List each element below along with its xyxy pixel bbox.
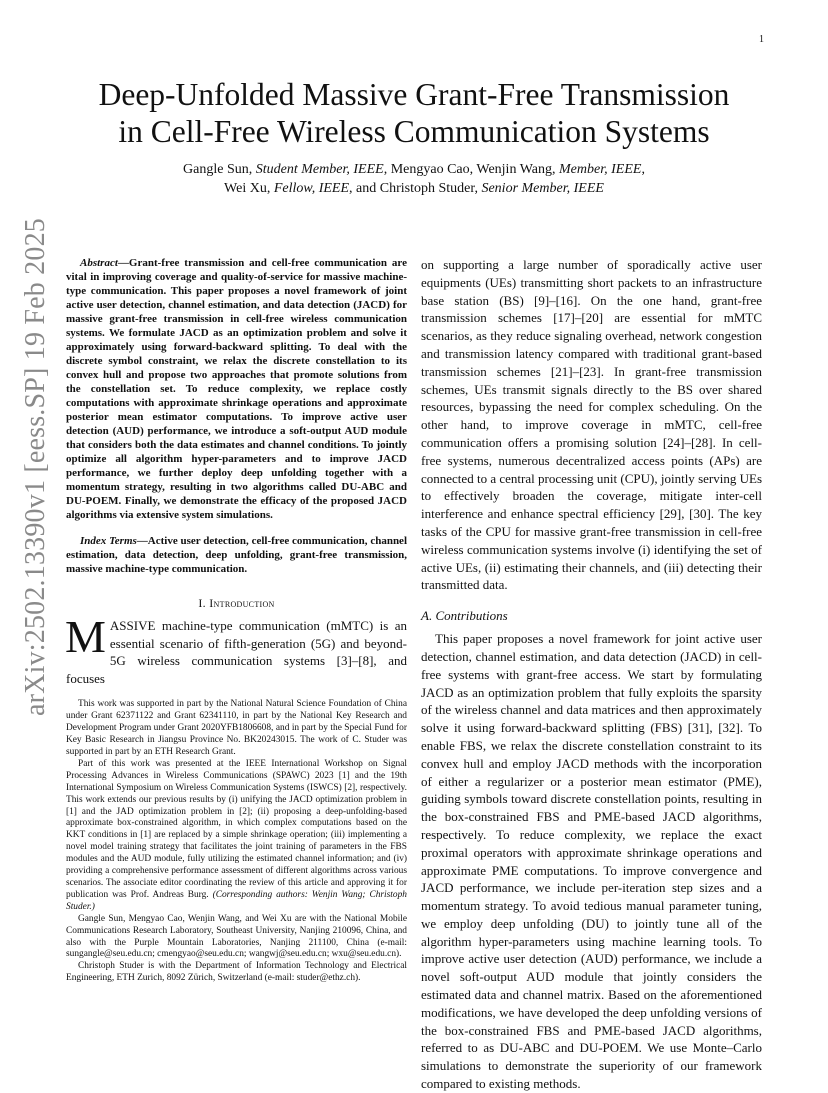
introduction-continued: on supporting a large number of sporadically active user equipments (UEs) transmitting short packets to an infrastructure base station (BS) [9]–[16]. On the one hand, grant-free transmission schemes [17]–[20] are essential for mMTC scenarios, as they reduce signaling overhead, network congestion and transmission latency compared with traditional grant-based transmission schemes [21]–[23]. In grant-free transmission schemes, UEs transmit signals directly to the BS over shared resources, bypassing the need for complex scheduling. On the other hand, to improve coverage in mMTC, cell-free communication offers a promising solution [24]–[28]. In cell-free systems, numerous decentralized access points (APs) are connected to a central processing unit (CPU), jointly serving UEs to effectively broaden the coverage, mitigate inter-cell interference and enhance spectral efficiency [29], [30]. The key tasks of the CPU for massive grant-free transmission in cell-free wireless communication systems involve (i) identifying the set of active UEs, (ii) estimating their channels, and (iii) detecting their transmitted data. xyxy=(421,257,762,593)
author-line-2 xyxy=(60,179,768,198)
footnote-prior-work xyxy=(66,759,407,914)
author-affiliation: Senior Member, IEEE xyxy=(481,181,604,196)
author-affiliation: Fellow, IEEE xyxy=(273,181,350,196)
arxiv-identifier-text: arXiv:2502.13390v1 [eess.SP] 19 Feb 2025 xyxy=(20,218,52,716)
introduction-text: ASSIVE machine-type communication (mMTC) is an essential scenario of fifth-generation (5G) and beyond-5G wireless communication systems [3]–[8], and focuses xyxy=(66,618,407,686)
abstract-text: —Grant-free transmission and cell-free communication are vital in improving coverage and quality-of-service for massive machine-type communication. This paper proposes a novel framework of joint active user detection, channel estimation, and data detection (JACD) for massive grant-free transmission in cell-free wireless communication systems. We formulate JACD as an optimization problem and solve it approximately using forward-backward splitting. To deal with the discrete symbol constraint, we relax the discrete constellation to its convex hull and propose two approaches that promote solutions from the constellation set. To reduce complexity, we replace costly computations with approximate shrinkage operations and approximate posterior mean estimator computations. To improve active user detection (AUD) performance, we introduce a soft-output AUD module that considers both the data estimates and channel conditions. To jointly optimize all algorithm hyper-parameters and to improve JACD performance, we further deploy deep unfolding together with a momentum strategy, resulting in two algorithms called DU-ABC and DU-POEM. Finally, we demonstrate the efficacy of the proposed JACD algorithms via extensive system simulations. xyxy=(66,257,407,521)
title-line-1: Deep-Unfolded Massive Grant-Free Transmission xyxy=(98,77,730,112)
index-terms xyxy=(66,534,407,576)
footnote-prior-work-text: Part of this work was presented at the IEEE International Workshop on Signal Processing Advances in Wireless Communications (SPAWC) 2023 [1] and the 19th International Symposium on Wireless Communication Systems (ISWCS) [2], respectively. This work extends our previous results by (i) unifying the JACD optimization problem in [1] and the JAD optimization problem in [2]; (ii) proposing a deep-unfolding-based approximate box-constrained algorithm, in which complex computations based on the KKT conditions in [1] are replaced by a simple shrinkage operation; (iii) implementing a novel model training strategy that facilitates the joint training of parameters in the FBS modules and the AUD module, fully utilizing the estimated channel information; and (iv) providing a comprehensive performance assessment of different algorithms across various scenarios. The associate editor coordinating the review of this article and approving it for publication was Prof. Andreas Burg. xyxy=(66,758,407,900)
index-terms-text: —Active user detection, cell-free communication, channel estimation, data detection, deep unfolding, grant-free transmission, massive machine-type communication. xyxy=(66,535,407,575)
corresponding-authors: (Corresponding authors: Wenjin Wang; Christoph Studer.) xyxy=(66,889,407,912)
page-number: 1 xyxy=(759,34,764,45)
author-sep: , xyxy=(641,162,645,177)
author-name: , Mengyao Cao, Wenjin Wang, xyxy=(383,162,560,177)
footnote-funding: This work was supported in part by the National Natural Science Foundation of China under Grant 62371122 and Grant 62341110, in part by the National Key Research and Development Program under Grant 2020YFB1806608, and in part by the Special Fund for Key Basic Research in Jiangsu Province No. BK20243015. The work of C. Studer was supported in part by an ETH Research Grant. xyxy=(66,699,407,757)
abstract-label: Abstract xyxy=(80,257,118,269)
author-name: , and Christoph Studer, xyxy=(349,181,482,196)
author-list xyxy=(60,160,768,198)
title-line-2: in Cell-Free Wireless Communication Systems xyxy=(118,114,710,149)
drop-cap: M xyxy=(65,611,106,662)
author-affiliation: Member, IEEE xyxy=(559,162,642,177)
section-heading-introduction: I. Introduction xyxy=(198,596,275,610)
arxiv-identifier xyxy=(14,218,58,716)
index-terms-label: Index Terms xyxy=(80,535,137,547)
introduction-paragraph xyxy=(65,611,407,687)
left-column xyxy=(66,256,407,985)
footnotes xyxy=(66,699,407,985)
contributions-paragraph: This paper proposes a novel framework for joint active user detection, channel estimation, and data detection (JACD) in cell-free systems with grant-free access. We start by formulating JACD as an optimization problem that fully exploits the sparsity of the wireless channel and data matrices and then approximately solve it using forward-backward splitting (FBS) [31], [32]. To enable FBS, we relax the discrete constellation constraint to its convex hull and employ JACD methods with the incorporation of either a regularizer or a posterior mean estimator (PME), guiding symbols toward discrete constellation points, resulting in the box-constrained FBS and PME-based JACD algorithms, respectively. To reduce complexity, we replace the exact proximal operators with approximate shrinkage operations and approximate PME computations. To improve convergence and JACD performance, we include per-iteration step sizes and a momentum strategy. To avoid tedious manual parameter tuning, we employ deep unfolding (DU) to jointly tune all of the algorithm hyper-parameters using machine learning tools. To improve active user detection (AUD) performance, we include a novel soft-output AUD module that jointly considers the estimated data and channel matrix. Based on the aforementioned modifications, we have developed the deep unfolding versions of the box-constrained FBS and PME-based JACD algorithms, referred to as DU-ABC and DU-POEM. We use Monte–Carlo simulations to demonstrate the superiority of our framework compared to existing methods. xyxy=(421,631,762,1092)
right-column xyxy=(421,256,762,1093)
author-name: Wei Xu, xyxy=(224,181,274,196)
footnote-affiliation-eth: Christoph Studer is with the Department of Information Technology and Electrical Engineering, ETH Zurich, 8092 Zürich, Switzerland (e-mail: studer@ethz.ch). xyxy=(66,961,407,984)
author-name: Gangle Sun, xyxy=(183,162,256,177)
paper-title xyxy=(60,76,768,150)
subsection-heading-contributions: A. Contributions xyxy=(421,608,508,624)
abstract xyxy=(66,256,407,522)
footnote-affiliation-seu: Gangle Sun, Mengyao Cao, Wenjin Wang, and Wei Xu are with the National Mobile Communications Research Laboratory, Southeast University, Nanjing 210096, China, and also with the Purple Mountain Laboratories, Nanjing 211100, China (e-mail: sungangle@seu.edu.cn; cmengyao@seu.edu.cn; wangwj@seu.edu.cn; wxu@seu.edu.cn). xyxy=(66,913,407,960)
author-line-1 xyxy=(60,160,768,179)
author-affiliation: Student Member, IEEE xyxy=(255,162,384,177)
